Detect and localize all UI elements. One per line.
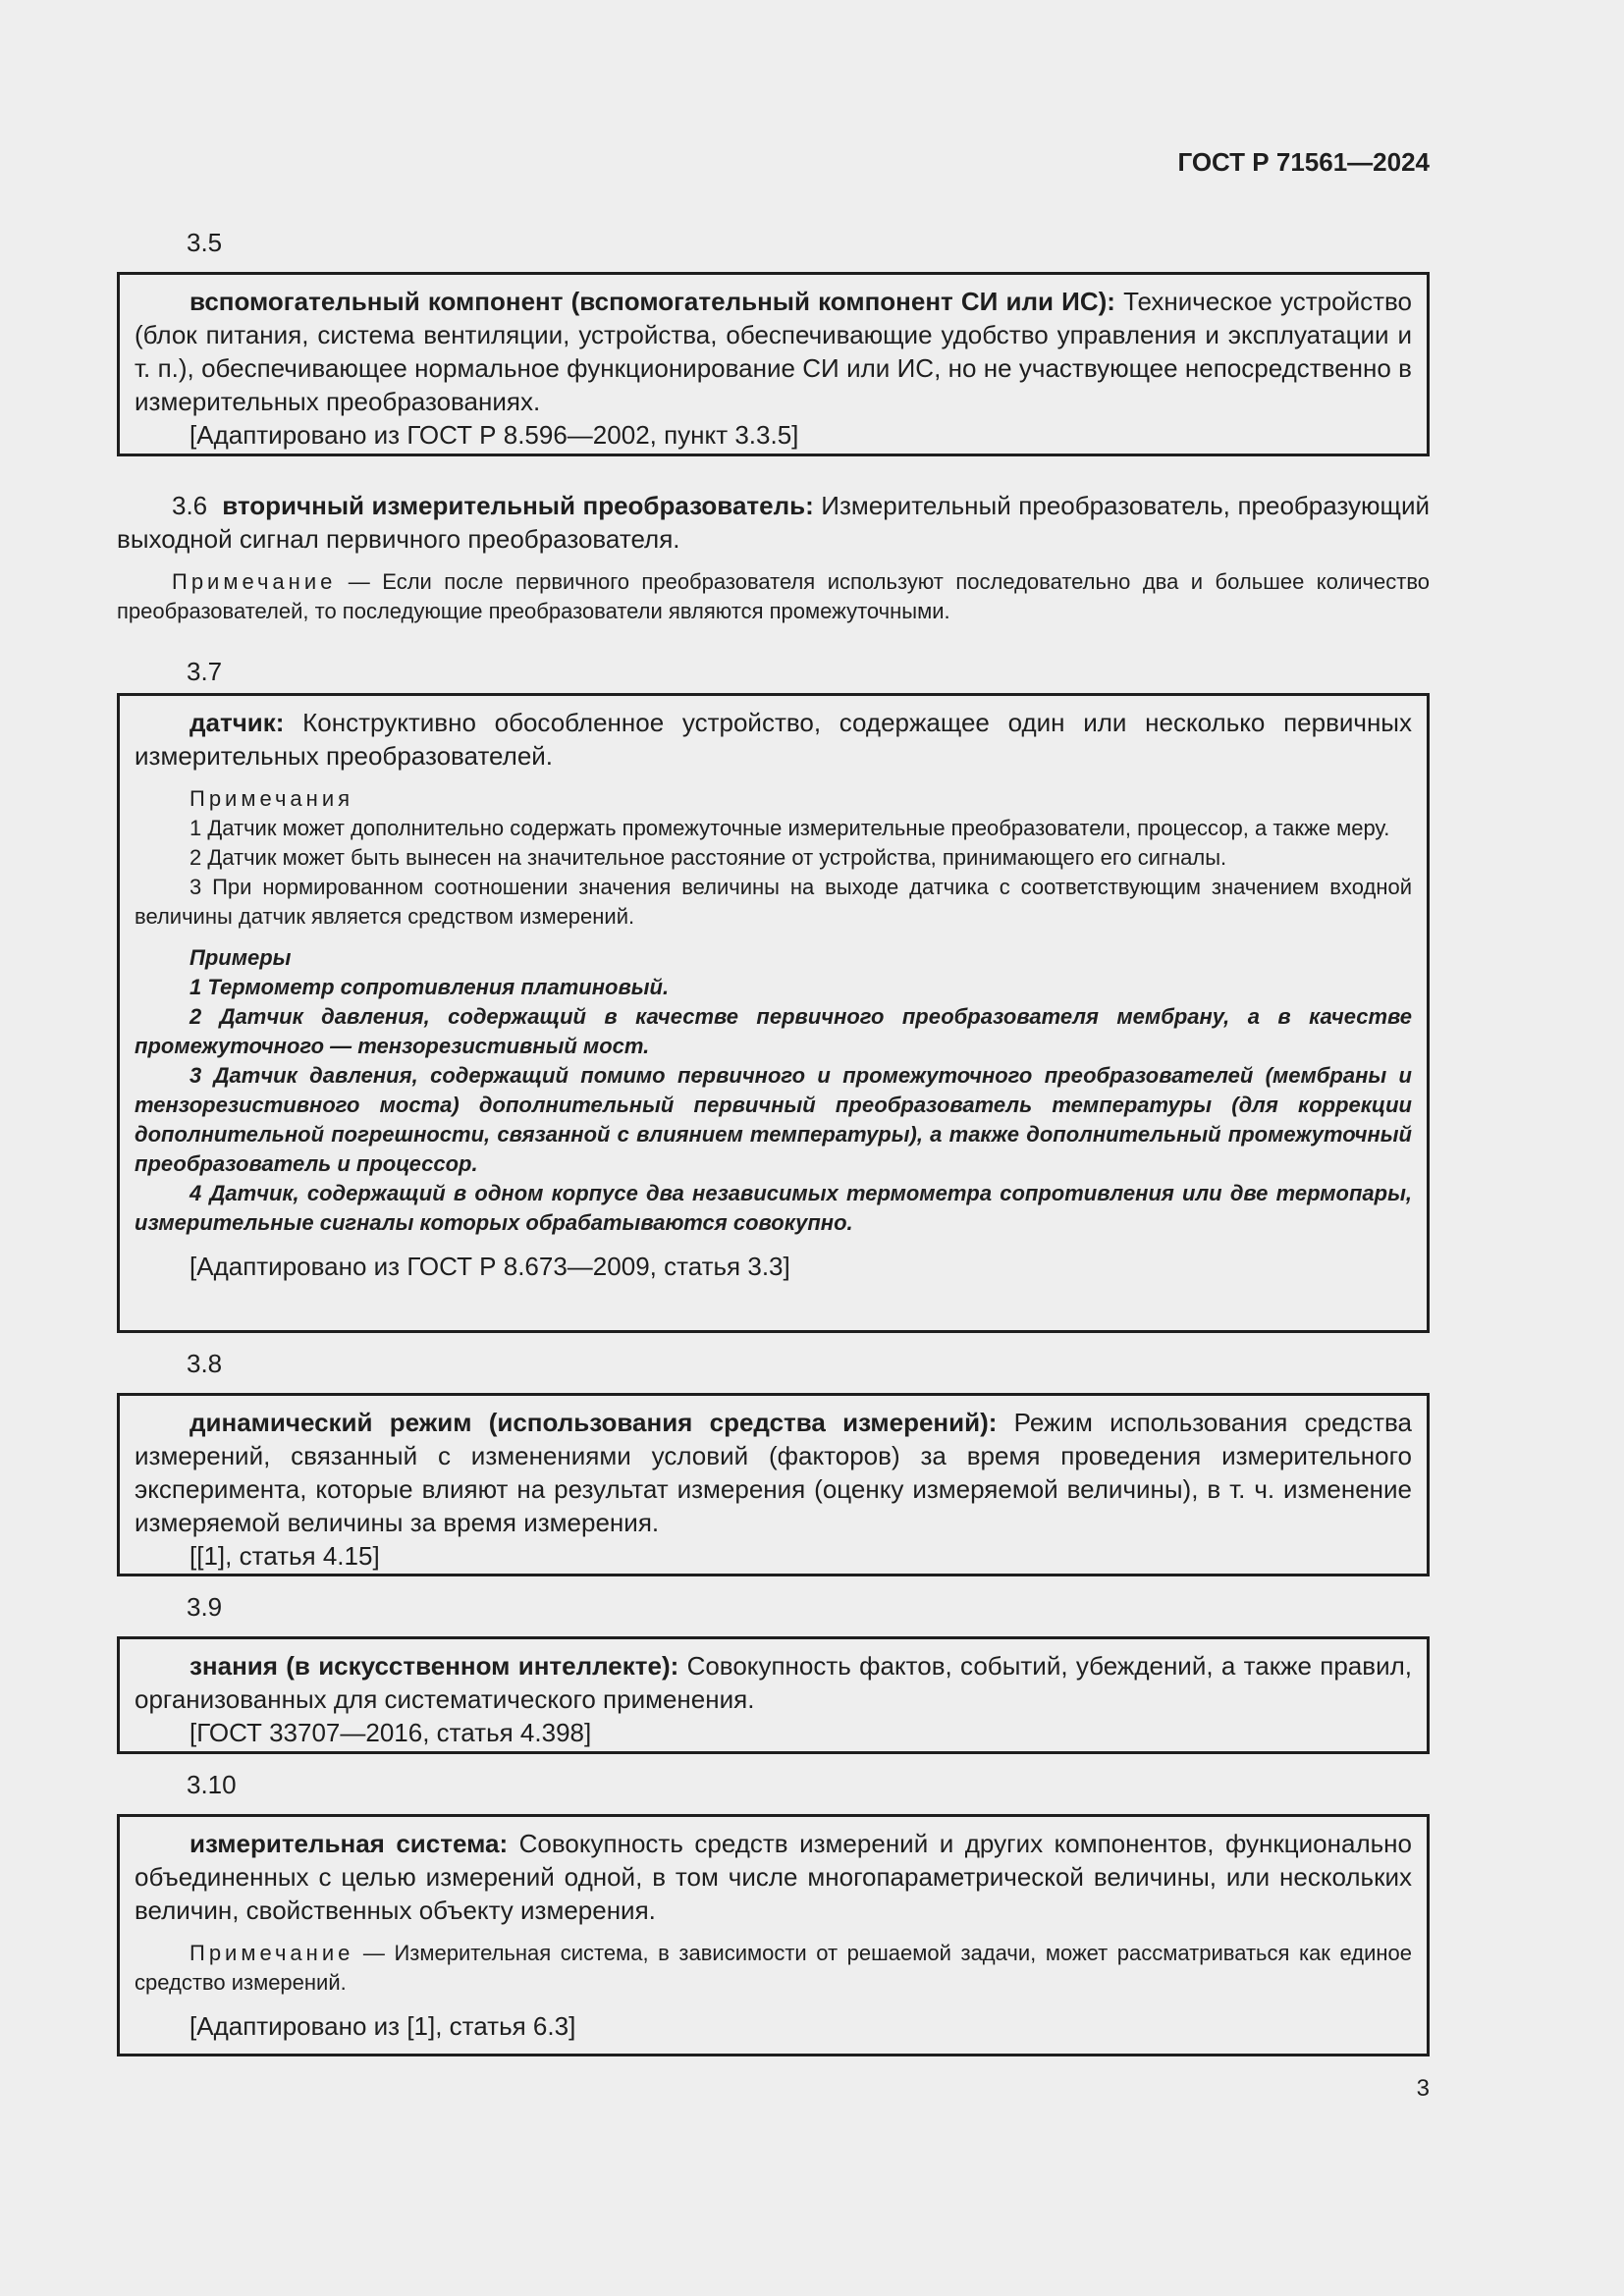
definition-3-9: Совокупность фактов, событий, убеждений, а также правил, организованных для систематического применения. bbox=[135, 1651, 1412, 1714]
note-3-6 bbox=[117, 567, 1430, 626]
definition-3-6: Измерительный преобразователь, преобразующий выходной сигнал первичного преобразователя. bbox=[117, 491, 1430, 554]
term-box-3-5 bbox=[117, 272, 1430, 456]
standard-header: ГОСТ Р 71561—2024 bbox=[1177, 147, 1430, 177]
term-3-6: вторичный измерительный преобразователь: bbox=[222, 491, 814, 520]
term-3-8: динамический режим (использования средства измерений): bbox=[189, 1408, 998, 1437]
term-box-3-10 bbox=[117, 1814, 1430, 2056]
example-3-7-4: 4 Датчик, содержащий в одном корпусе два независимых термометра сопротивления или две термопары, измерительные сигналы которых обрабатываются совокупно. bbox=[135, 1181, 1412, 1235]
term-entry-3-7 bbox=[135, 706, 1412, 773]
note-label-3-10: Примечание bbox=[189, 1941, 354, 1965]
source-3-10: [Адаптировано из [1], статья 6.3] bbox=[189, 2011, 576, 2041]
term-3-9: знания (в искусственном интеллекте): bbox=[189, 1651, 679, 1681]
definition-3-5: Техническое устройство (блок питания, система вентиляции, устройства, обеспечивающие удобство управления и эксплуатации и т. п.), обеспечивающее нормальное функционирование СИ или ИС, но не участвующее непосредственно в измерительных преобразованиях. bbox=[135, 287, 1412, 416]
source-3-8: [[1], статья 4.15] bbox=[189, 1541, 380, 1571]
section-number-3-6: 3.6 bbox=[172, 491, 208, 520]
note-text-3-6: — Если после первичного преобразователя используют последовательно два и большее количество преобразователей, то последующие преобразователи являются промежуточными. bbox=[117, 569, 1430, 623]
source-3-7: [Адаптировано из ГОСТ Р 8.673—2009, статья 3.3] bbox=[189, 1252, 790, 1281]
section-number-3-7: 3.7 bbox=[187, 657, 223, 686]
definition-3-10: Совокупность средств измерений и других компонентов, функционально объединенных с целью измерений одной, в том числе многопараметрической величины, или нескольких величин, свойственных объекту измерения. bbox=[135, 1829, 1412, 1925]
term-box-3-7 bbox=[117, 693, 1430, 1333]
term-entry-3-8 bbox=[135, 1406, 1412, 1539]
definition-3-8: Режим использования средства измерений, связанный с изменениями условий (факторов) за время проведения измерительного эксперимента, которые влияют на результат измерения (оценку измеряемой величины), в т. ч. изменение измеряемой величины за время измерения. bbox=[135, 1408, 1412, 1537]
term-box-3-8 bbox=[117, 1393, 1430, 1576]
definition-3-7: Конструктивно обособленное устройство, содержащее один или несколько первичных измерительных преобразователей. bbox=[135, 708, 1412, 771]
term-entry-3-10 bbox=[135, 1827, 1412, 1927]
example-3-7-2: 2 Датчик давления, содержащий в качестве первичного преобразователя мембрану, а в качестве промежуточного — тензорезистивный мост. bbox=[135, 1004, 1412, 1058]
source-3-9: [ГОСТ 33707—2016, статья 4.398] bbox=[189, 1718, 592, 1747]
note-3-10 bbox=[135, 1939, 1412, 1998]
note-label-3-6: Примечание bbox=[172, 569, 337, 594]
example-3-7-3: 3 Датчик давления, содержащий помимо первичного и промежуточного преобразователей (мембраны и тензорезистивного моста) дополнительный первичный преобразователь температуры (для коррекции дополнительной погрешности, связанной с влиянием температуры), а также дополнительный промежуточный преобразователь и процессор. bbox=[135, 1063, 1412, 1176]
note-3-7-3: 3 При нормированном соотношении значения величины на выходе датчика с соответствующим значением входной величины датчик является средством измерений. bbox=[135, 875, 1412, 929]
examples-label-3-7: Примеры bbox=[189, 945, 292, 970]
term-entry-3-9 bbox=[135, 1649, 1412, 1716]
page-number: 3 bbox=[1416, 2075, 1430, 2102]
note-text-3-10: — Измерительная система, в зависимости от решаемой задачи, может рассматриваться как единое средство измерений. bbox=[135, 1941, 1412, 1995]
section-number-3-10: 3.10 bbox=[187, 1770, 237, 1799]
section-number-3-9: 3.9 bbox=[187, 1592, 223, 1622]
example-3-7-1: 1 Термометр сопротивления платиновый. bbox=[189, 975, 670, 999]
term-entry-3-6 bbox=[117, 489, 1430, 556]
term-3-5: вспомогательный компонент (вспомогательный компонент СИ или ИС): bbox=[189, 287, 1115, 316]
notes-label-3-7: Примечания bbox=[189, 786, 354, 811]
note-3-7-1: 1 Датчик может дополнительно содержать промежуточные измерительные преобразователи, процессор, а также меру. bbox=[189, 816, 1390, 840]
section-number-3-8: 3.8 bbox=[187, 1349, 223, 1378]
source-3-5: [Адаптировано из ГОСТ Р 8.596—2002, пункт 3.3.5] bbox=[189, 420, 799, 450]
term-box-3-9 bbox=[117, 1636, 1430, 1754]
term-3-7: датчик: bbox=[189, 708, 285, 737]
term-entry-3-5 bbox=[135, 285, 1412, 418]
term-block-3-6 bbox=[117, 489, 1430, 626]
section-number-3-5: 3.5 bbox=[187, 228, 223, 257]
term-3-10: измерительная система: bbox=[189, 1829, 509, 1858]
note-3-7-2: 2 Датчик может быть вынесен на значительное расстояние от устройства, принимающего его сигналы. bbox=[189, 845, 1227, 870]
